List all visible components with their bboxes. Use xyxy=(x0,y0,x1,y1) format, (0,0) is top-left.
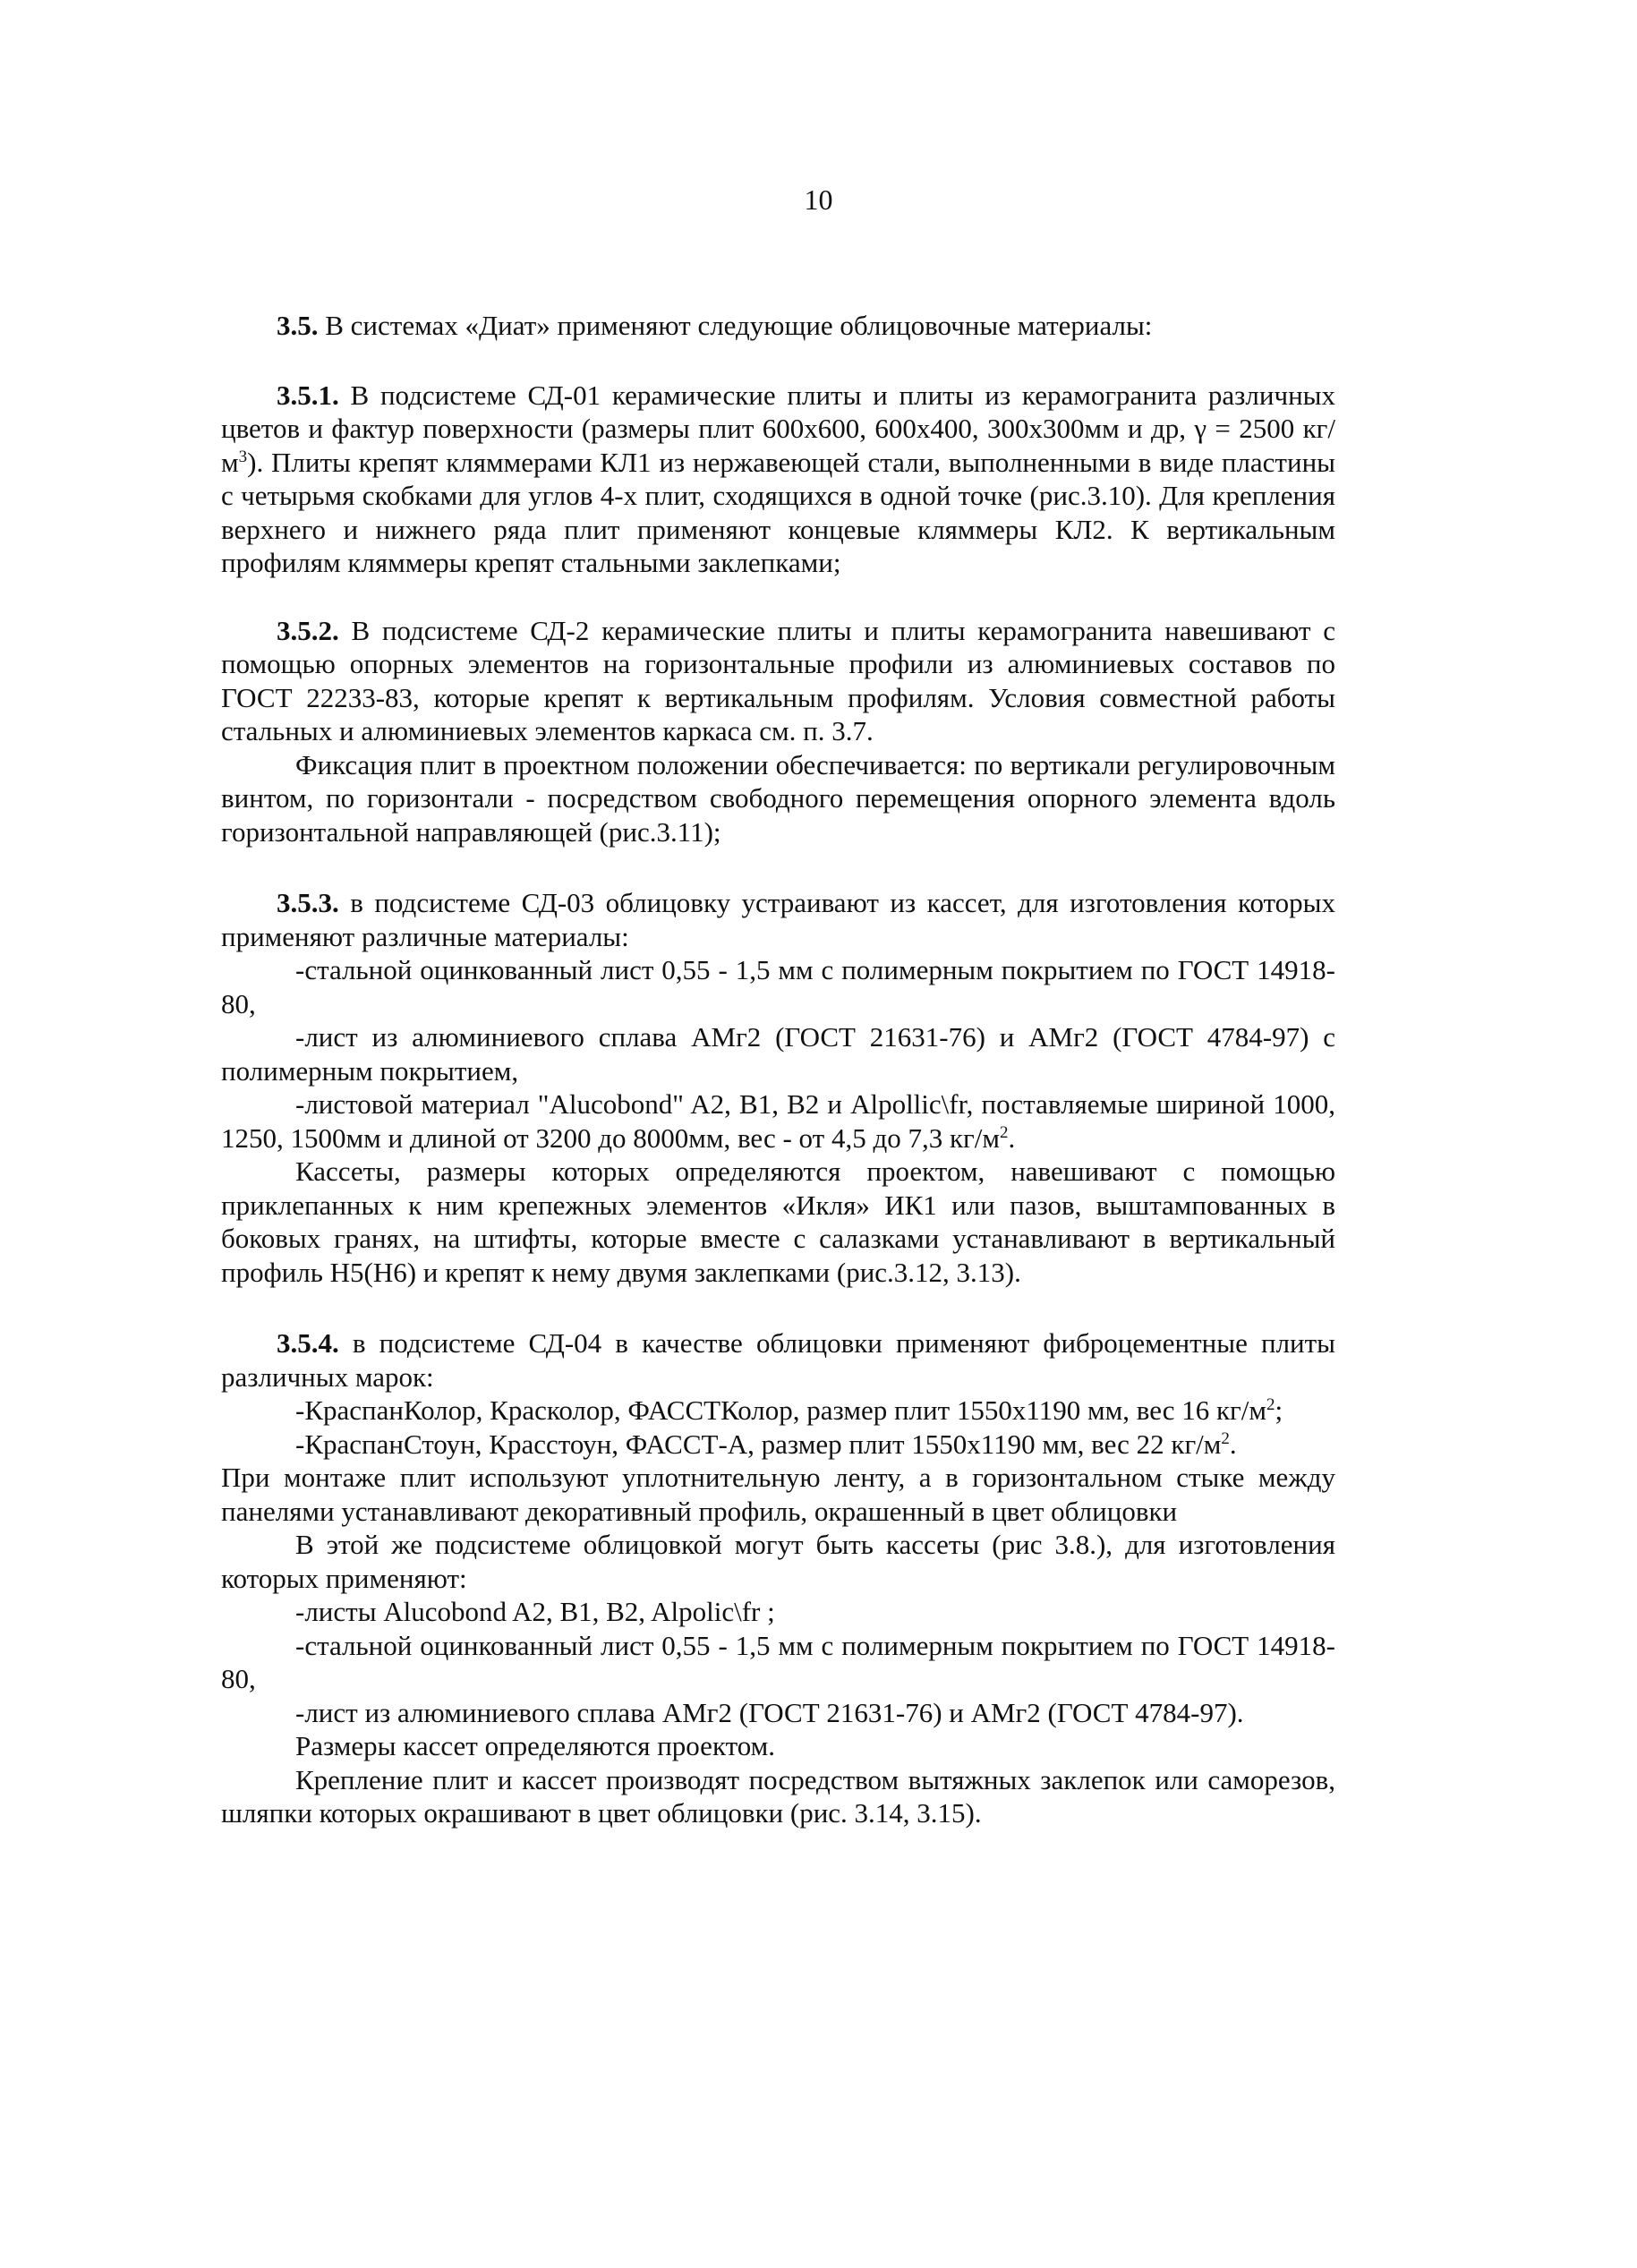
paragraph: Фиксация плит в проектном положении обеспечивается: по вертикали регулировочным винтом, по горизонтали - посредством свободного перемещения опорного элемента вдоль горизонтальной направляющей (рис.3.11); xyxy=(221,748,1335,848)
list-item-text: . xyxy=(1008,1121,1016,1154)
subsection-3-5-1-paragraph xyxy=(221,379,1335,580)
list-item-text: . xyxy=(1229,1428,1237,1460)
list-item: -стальной оцинкованный лист 0,55 - 1,5 мм с полимерным покрытием по ГОСТ 14918-80, xyxy=(221,954,1335,1019)
superscript: 2 xyxy=(1221,1428,1230,1448)
list-item: -листы Alucobond A2, B1, B2, Alpolic\fr ; xyxy=(295,1596,775,1627)
section-number: 3.5. xyxy=(277,310,319,341)
paragraph: В этой же подсистеме облицовкой могут быть кассеты (рис 3.8.), для изготовления которых применяют: xyxy=(221,1529,1335,1594)
superscript: 2 xyxy=(1266,1395,1275,1414)
page-number: 10 xyxy=(804,183,833,216)
paragraph-text: в подсистеме СД-03 облицовку устраивают из кассет, для изготовления которых применяют различные материалы: xyxy=(221,887,1335,952)
paragraph-text: ). Плиты крепят кляммерами КЛ1 из нержавеющей стали, выполненными в виде пластины с четырьмя скобками для углов 4-х плит, сходящихся в одной точке (рис.3.10). Для крепления верхнего и нижнего ряда плит применяют концевые кляммеры КЛ2. К вертикальным профилям кляммеры крепят стальными заклепками; xyxy=(221,446,1335,578)
subsection-number: 3.5.4. xyxy=(277,1327,339,1359)
section-heading-text: В системах «Диат» применяют следующие облицовочные материалы: xyxy=(325,310,1153,341)
paragraph: Кассеты, размеры которых определяются проектом, навешивают с помощью приклепанных к ним крепежных элементов «Икля» ИК1 или пазов, выштампованных в боковых гранях, на штифты, которые вместе с салазками устанавливают в вертикальный профиль Н5(Н6) и крепят к нему двумя заклепками (рис.3.12, 3.13). xyxy=(221,1155,1335,1288)
list-item-text: -листовой материал "Alucobond" A2, B1, B2 и Alpollic\fr, поставляемые шириной 1000, 1250, 1500мм и длиной от 3200 до 8000мм, вес - от 4,5 до 7,3 кг/м xyxy=(221,1088,1335,1154)
subsection-3-5-2-paragraph xyxy=(221,614,1335,748)
paragraph-text: В подсистеме СД-01 керамические плиты и плиты из керамогранита различных цветов и фактур поверхности (размеры плит 600x600, 600x400, 300x300мм и др, γ = 2500 кг/м xyxy=(221,379,1335,478)
subsection-3-5-3-paragraph xyxy=(221,886,1335,953)
list-item: -стальной оцинкованный лист 0,55 - 1,5 мм с полимерным покрытием по ГОСТ 14918-80, xyxy=(221,1629,1335,1694)
list-item xyxy=(221,1087,1335,1155)
list-item xyxy=(221,1394,1335,1428)
subsection-number: 3.5.1. xyxy=(277,379,339,411)
paragraph: Размеры кассет определяются проектом. xyxy=(295,1730,776,1761)
paragraph: При монтаже плит используют уплотнительную ленту, а в горизонтальном стыке между панелями устанавливают декоративный профиль, окрашенный в цвет облицовки xyxy=(221,1462,1335,1527)
subsection-number: 3.5.2. xyxy=(277,614,339,646)
subsection-number: 3.5.3. xyxy=(277,887,339,918)
list-item-text: -КраспанСтоун, Красстоун, ФАССТ-А, размер плит 1550x1190 мм, вес 22 кг/м xyxy=(295,1428,1222,1460)
list-item: -лист из алюминиевого сплава АМг2 (ГОСТ 21631-76) и АМг2 (ГОСТ 4784-97). xyxy=(295,1696,1244,1728)
paragraph-text: В подсистеме СД-2 керамические плиты и плиты керамогранита навешивают с помощью опорных элементов на горизонтальные профили из алюминиевых составов по ГОСТ 22233-83, которые крепят к вертикальным профилям. Условия совместной работы стальных и алюминиевых элементов каркаса см. п. 3.7. xyxy=(221,614,1336,746)
page-content xyxy=(221,309,1335,1830)
list-item xyxy=(221,1428,1335,1462)
superscript: 2 xyxy=(999,1122,1009,1142)
section-3-5-paragraph xyxy=(221,309,1335,343)
list-item-text: ; xyxy=(1275,1394,1283,1426)
subsection-3-5-4-paragraph xyxy=(221,1326,1335,1394)
paragraph-text: в подсистеме СД-04 в качестве облицовки применяют фиброцементные плиты различных марок: xyxy=(221,1327,1336,1393)
superscript: 3 xyxy=(238,447,248,466)
list-item-text: -КраспанКолор, Красколор, ФАССТКолор, размер плит 1550x1190 мм, вес 16 кг/м xyxy=(295,1394,1266,1426)
list-item: -лист из алюминиевого сплава АМг2 (ГОСТ 21631-76) и АМг2 (ГОСТ 4784-97) с полимерным покрытием, xyxy=(221,1021,1335,1087)
paragraph: Крепление плит и кассет производят посредством вытяжных заклепок или саморезов, шляпки которых окрашивают в цвет облицовки (рис. 3.14, 3.15). xyxy=(221,1763,1335,1829)
